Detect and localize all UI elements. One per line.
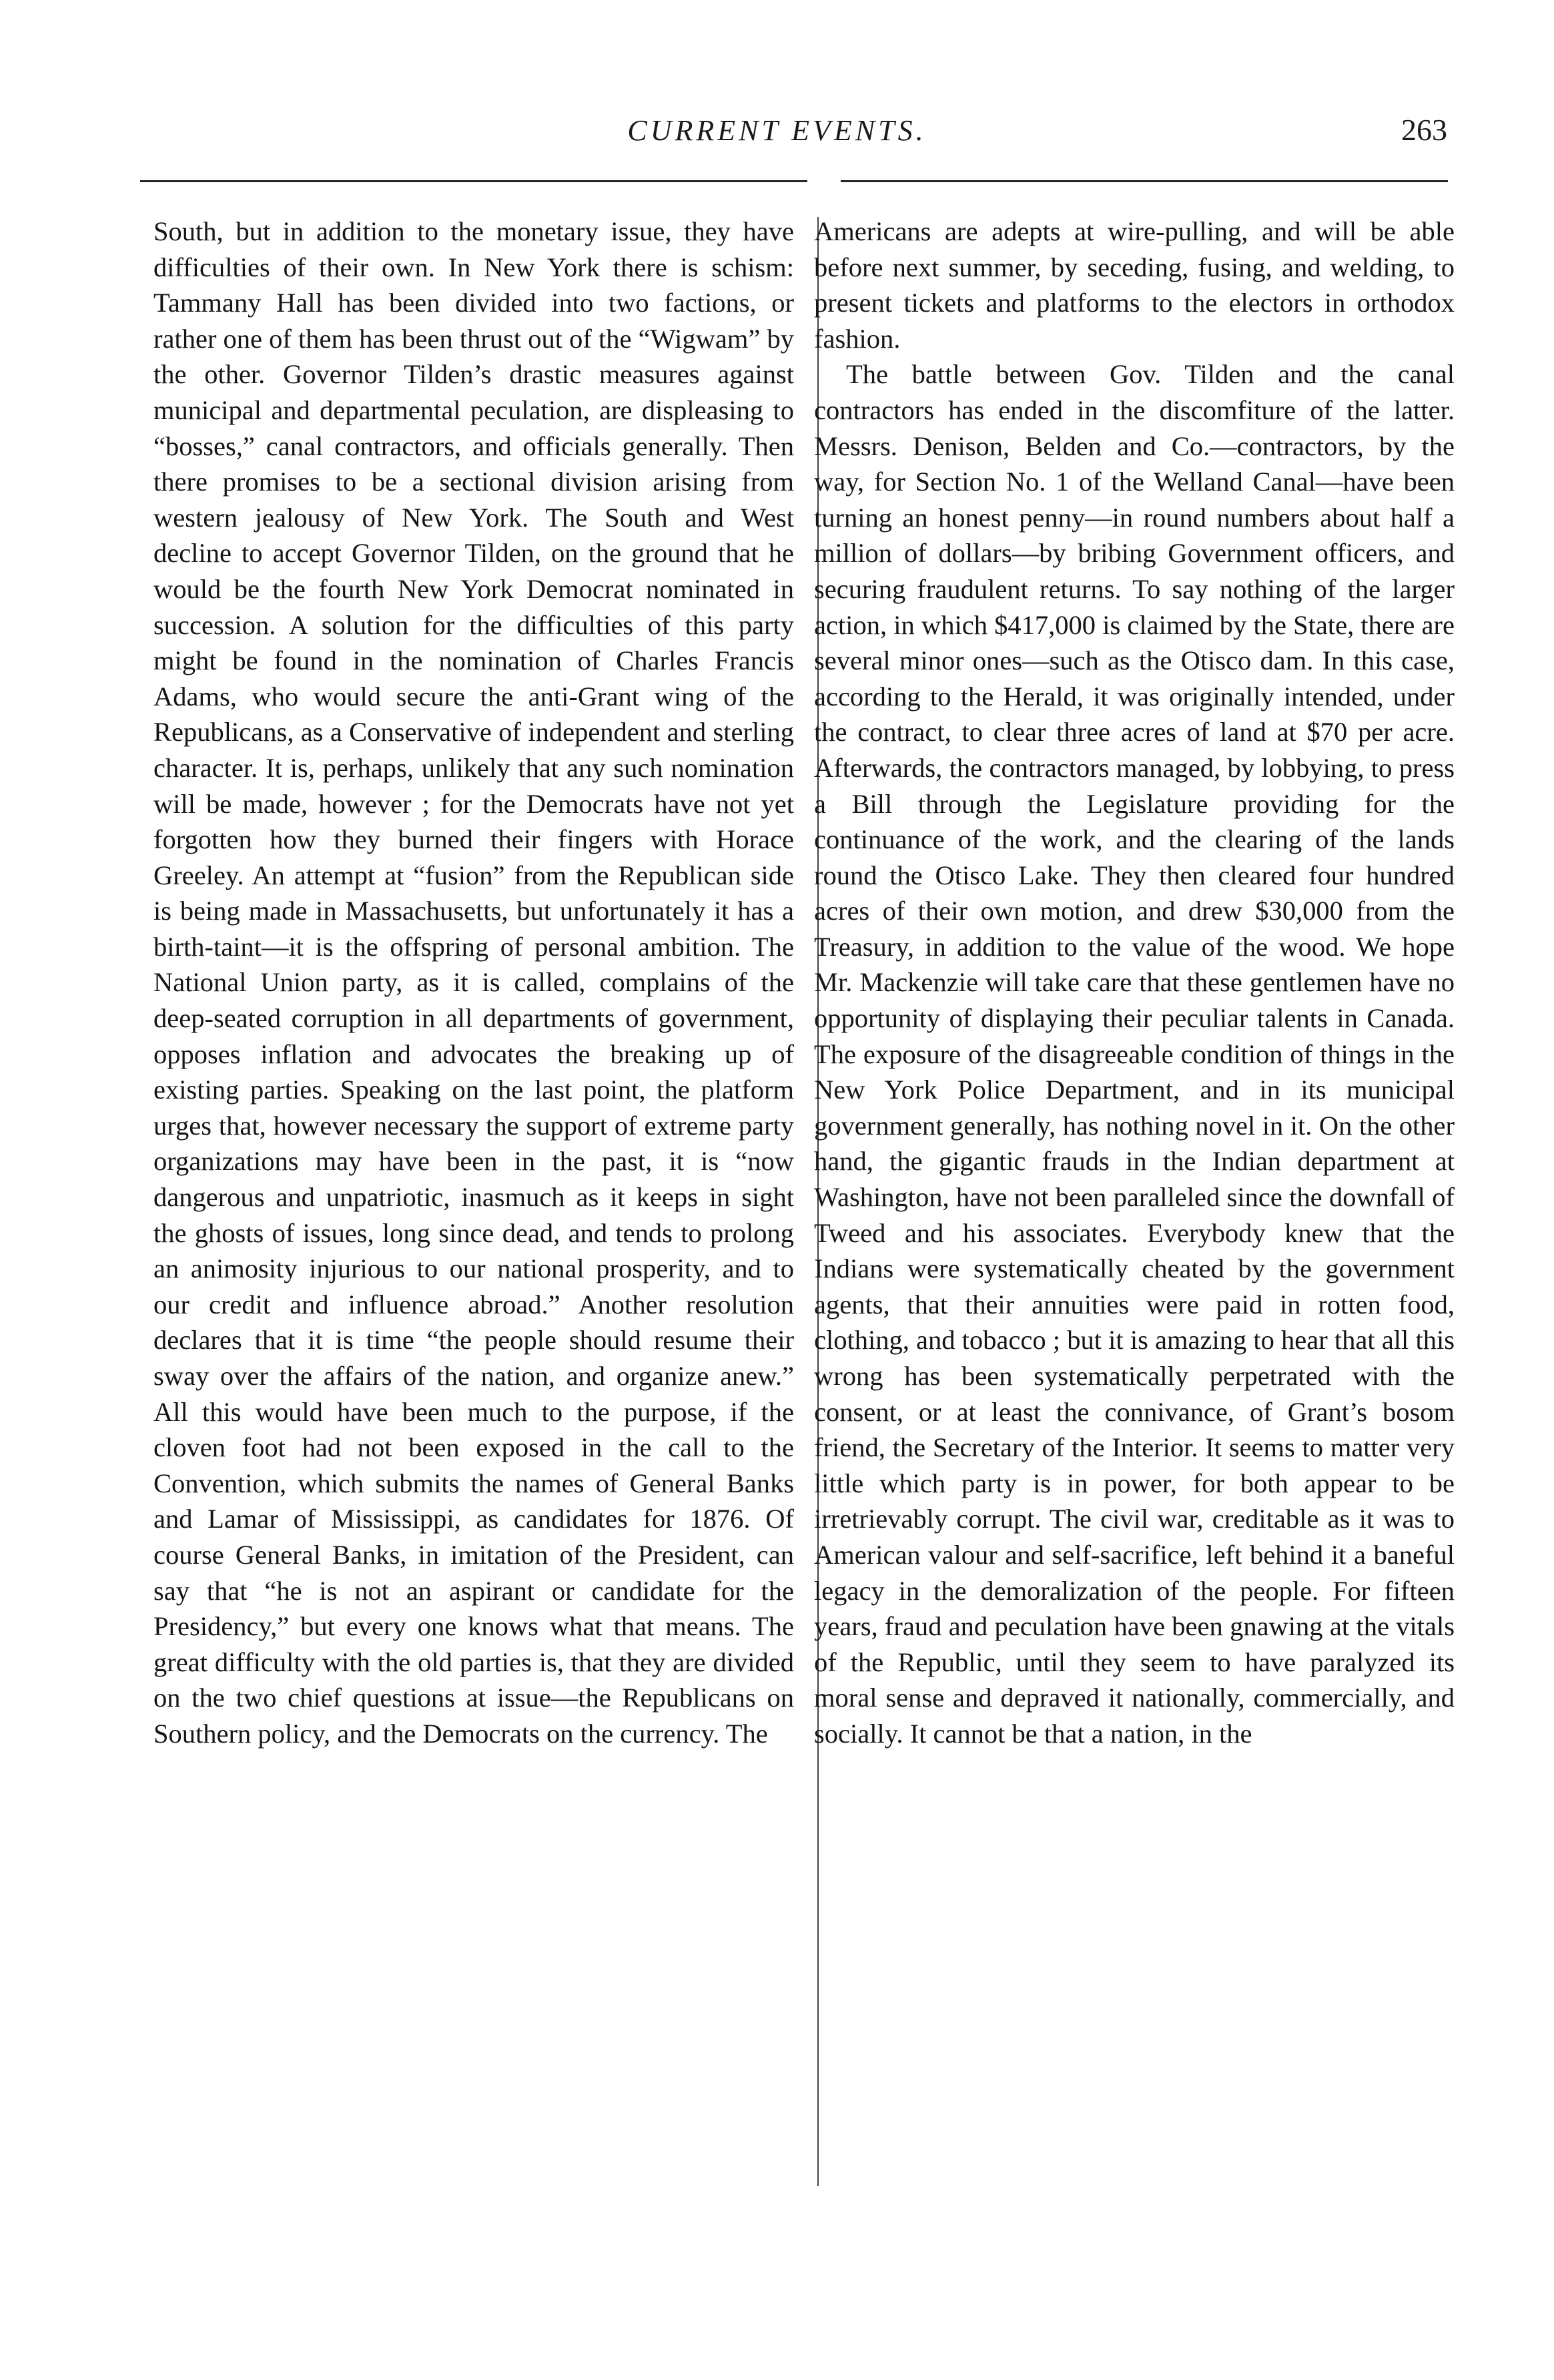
running-title: CURRENT EVENTS.: [627, 114, 927, 147]
left-paragraph-1: South, but in addition to the monetary issue, they have difficulties of their own. In New York there is schism: Tammany Hall has been divided into two factions, or rather one of them has been thrust out of the “Wigwam” by the other. Governor Tilden’s drastic measures against municipal and departmental peculation, are displeasing to “bosses,” canal contractors, and officials generally. Then there promises to be a sectional division arising from western jealousy of New York. The South and West decline to accept Governor Tilden, on the ground that he would be the fourth New York Democrat nominated in succession. A solution for the difficulties of this party might be found in the nomination of Charles Francis Adams, who would secure the anti-Grant wing of the Republicans, as a Conservative of independent and sterling character. It is, perhaps, unlikely that any such nomination will be made, however ; for the Democrats have not yet forgotten how they burned their fingers with Horace Greeley. An attempt at “fusion” from the Republican side is being made in Massachusetts, but unfortunately it has a birth-taint—it is the offspring of personal ambition. The National Union party, as it is called, complains of the deep-seated corruption in all departments of government, opposes inflation and advocates the breaking up of existing parties. Speaking on the last point, the platform urges that, however necessary the support of extreme party organizations may have been in the past, it is “now dangerous and unpatriotic, inasmuch as it keeps in sight the ghosts of issues, long since dead, and tends to prolong an animosity injurious to our national prosperity, and to our credit and influence abroad.” Another resolution declares that it is time “the people should resume their sway over the affairs of the nation, and organize anew.” All this would have been much to the purpose, if the cloven foot had not been exposed in the call to the Convention, which submits the names of General Banks and Lamar of Mississippi, as candidates for 1876. Of course General Banks, in imitation of the President, can say that “he is not an aspirant or candidate for the Presidency,” but every one knows what that means. The great difficulty with the old parties is, that they are divided on the two chief questions at issue—the Republicans on Southern policy, and the Democrats on the currency. The: [153, 216, 794, 1749]
right-paragraph-1: Americans are adepts at wire-pulling, and will be able before next summer, by seceding, fusing, and welding, to present tickets and platforms to the electors in orthodox fashion.: [814, 216, 1455, 354]
running-head: [0, 100, 1554, 154]
right-paragraph-2: The battle between Gov. Tilden and the canal contractors has ended in the discomfiture of the latter. Messrs. Denison, Belden and Co.—contractors, by the way, for Section No. 1 of the Welland Canal—have been turning an honest penny—in round numbers about half a million of dollars—by bribing Government officers, and securing fraudulent returns. To say nothing of the larger action, in which $417,000 is claimed by the State, there are several minor ones—such as the Otisco dam. In this case, according to the Herald, it was originally intended, under the contract, to clear three acres of land at $70 per acre. Afterwards, the contractors managed, by lobbying, to press a Bill through the Legislature providing for the continuance of the work, and the clearing of the lands round the Otisco Lake. They then cleared four hundred acres of their own motion, and drew $30,000 from the Treasury, in addition to the value of the wood. We hope Mr. Mackenzie will take care that these gentlemen have no opportunity of displaying their peculiar talents in Canada. The exposure of the disagreeable condition of things in the New York Police Department, and in its municipal government generally, has nothing novel in it. On the other hand, the gigantic frauds in the Indian department at Washington, have not been paralleled since the downfall of Tweed and his associates. Everybody knew that the Indians were systematically cheated by the government agents, that their annuities were paid in rotten food, clothing, and tobacco ; but it is amazing to hear that all this wrong has been systematically perpetrated with the consent, or at least the connivance, of Grant’s bosom friend, the Secretary of the Interior. It seems to matter very little which party is in power, for both appear to be irretrievably corrupt. The civil war, creditable as it was to American valour and self-sacrifice, left behind it a baneful legacy in the demoralization of the people. For fifteen years, fraud and peculation have been gnawing at the vitals of the Republic, until they seem to have paralyzed its moral sense and depraved it nationally, commercially, and socially. It cannot be that a nation, in the: [814, 359, 1455, 1749]
left-column: [153, 214, 794, 1752]
header-rule-right: [841, 180, 1448, 182]
page-number: 263: [1401, 113, 1447, 147]
right-column: [814, 214, 1455, 1752]
header-rule-left: [140, 180, 807, 182]
